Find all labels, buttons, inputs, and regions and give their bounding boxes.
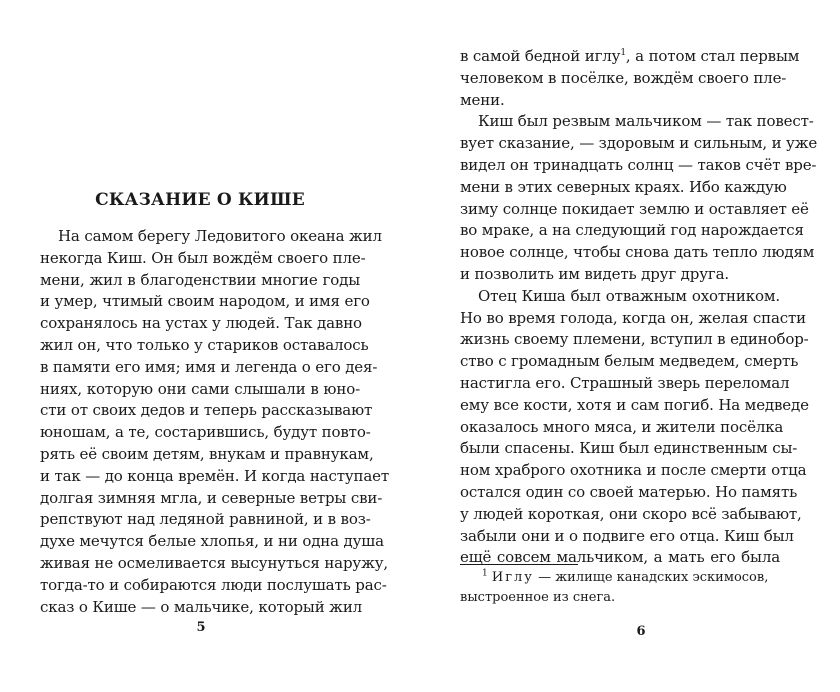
text-line: мени в этих северных краях. Ибо каждую (460, 177, 787, 196)
text-line: зиму солнце покидает землю и оставляет её (460, 199, 809, 218)
text-fragment: , а потом стал первым (625, 47, 800, 65)
text-line: были спасены. Киш был единственным сы- (460, 439, 798, 458)
text-line: сти от своих дедов и теперь рассказывают (40, 401, 373, 420)
text-line: ему все кости, хотя и сам погиб. На медведе (460, 395, 809, 414)
footnote-line (460, 568, 780, 588)
footnote-term: Иглу (491, 570, 534, 585)
text-line: жизнь своему племени, вступил в единобор- (460, 330, 809, 349)
text-line: некогда Киш. Он был вождём своего пле- (40, 248, 366, 267)
text-line: живая не осмеливается высунуться наружу, (40, 553, 389, 572)
text-line: Но во время голода, когда он, желая спасти (460, 308, 807, 327)
footnote-line: выстроенное из снега. (460, 590, 616, 605)
text-line: ство с громадным белым медведем, смерть (460, 352, 799, 371)
text-line (460, 46, 800, 68)
text-line: вует сказание, — здоровым и сильным, и уже (460, 134, 818, 153)
text-line: духе мечутся белые хлопья, и ни одна душа (40, 532, 384, 551)
text-line: Отец Киша был отважным охотником. (478, 286, 780, 305)
page-number: 6 (636, 624, 646, 639)
text-line: настигла его. Страшный зверь переломал (460, 373, 790, 392)
text-line: ниях, которую они сами слышали в юно- (40, 379, 360, 398)
footnote-text: — жилище канадских эскимосов, (533, 570, 769, 585)
text-line: Киш был резвым мальчиком — так повест- (478, 112, 814, 131)
text-line: сказ о Кише — о мальчике, который жил (40, 597, 363, 616)
text-line: долгая зимняя мгла, и северные ветры сви- (40, 488, 383, 507)
text-line: и позволить им видеть друг друга. (460, 264, 730, 283)
text-line: тогда-то и собираются люди послушать рас- (40, 575, 387, 594)
text-line: у людей короткая, они скоро всё забывают, (460, 504, 802, 523)
text-line: забыли они и о подвиге его отца. Киш был (460, 526, 794, 545)
text-fragment: в самой бедной (460, 47, 585, 65)
text-line: ном храброго охотника и после смерти отца (460, 461, 807, 480)
text-line: рять её своим детям, внукам и правнукам, (40, 444, 374, 463)
footnote-reference: 1 (620, 48, 626, 58)
text-line: в памяти его имя; имя и легенда о его дея- (40, 357, 378, 376)
text-line: человеком в посёлке, вождём своего пле- (460, 68, 787, 87)
text-line: ещё совсем мальчиком, а мать его была (460, 548, 780, 567)
story-title: СКАЗАНИЕ О КИШЕ (95, 190, 305, 210)
footnote-marker: 1 (482, 568, 488, 579)
text-line: репствуют над ледяной равниной, и в воз- (40, 510, 371, 529)
footnote-divider (460, 564, 578, 565)
text-line: юношам, а те, состарившись, будут повто- (40, 423, 371, 442)
text-line: и так — до конца времён. И когда наступает (40, 466, 390, 485)
text-line: видел он тринадцать солнц — таков счёт вре- (460, 155, 817, 174)
text-line: На самом берегу Ледовитого океана жил (58, 227, 382, 245)
left-page-text (40, 226, 390, 618)
text-line: оказалось много мяса, и жители посёлка (460, 417, 784, 436)
text-line: мени. (460, 90, 505, 109)
right-page (420, 0, 840, 692)
text-line: мени, жил в благоденствии многие годы (40, 270, 360, 289)
text-line: и умер, чтимый своим народом, и имя его (40, 292, 370, 311)
footnoted-word: иглу (584, 47, 621, 65)
text-line: жил он, что только у стариков оставалось (40, 335, 369, 354)
text-line: остался один со своей матерью. Но память (460, 482, 798, 501)
page-number: 5 (196, 620, 206, 635)
footnote (460, 568, 780, 608)
text-line: новое солнце, чтобы снова дать тепло людям (460, 243, 815, 262)
right-page-text (460, 46, 818, 569)
text-line: во мраке, а на следующий год нарождается (460, 221, 804, 240)
text-line: сохранялось на устах у людей. Так давно (40, 314, 362, 333)
